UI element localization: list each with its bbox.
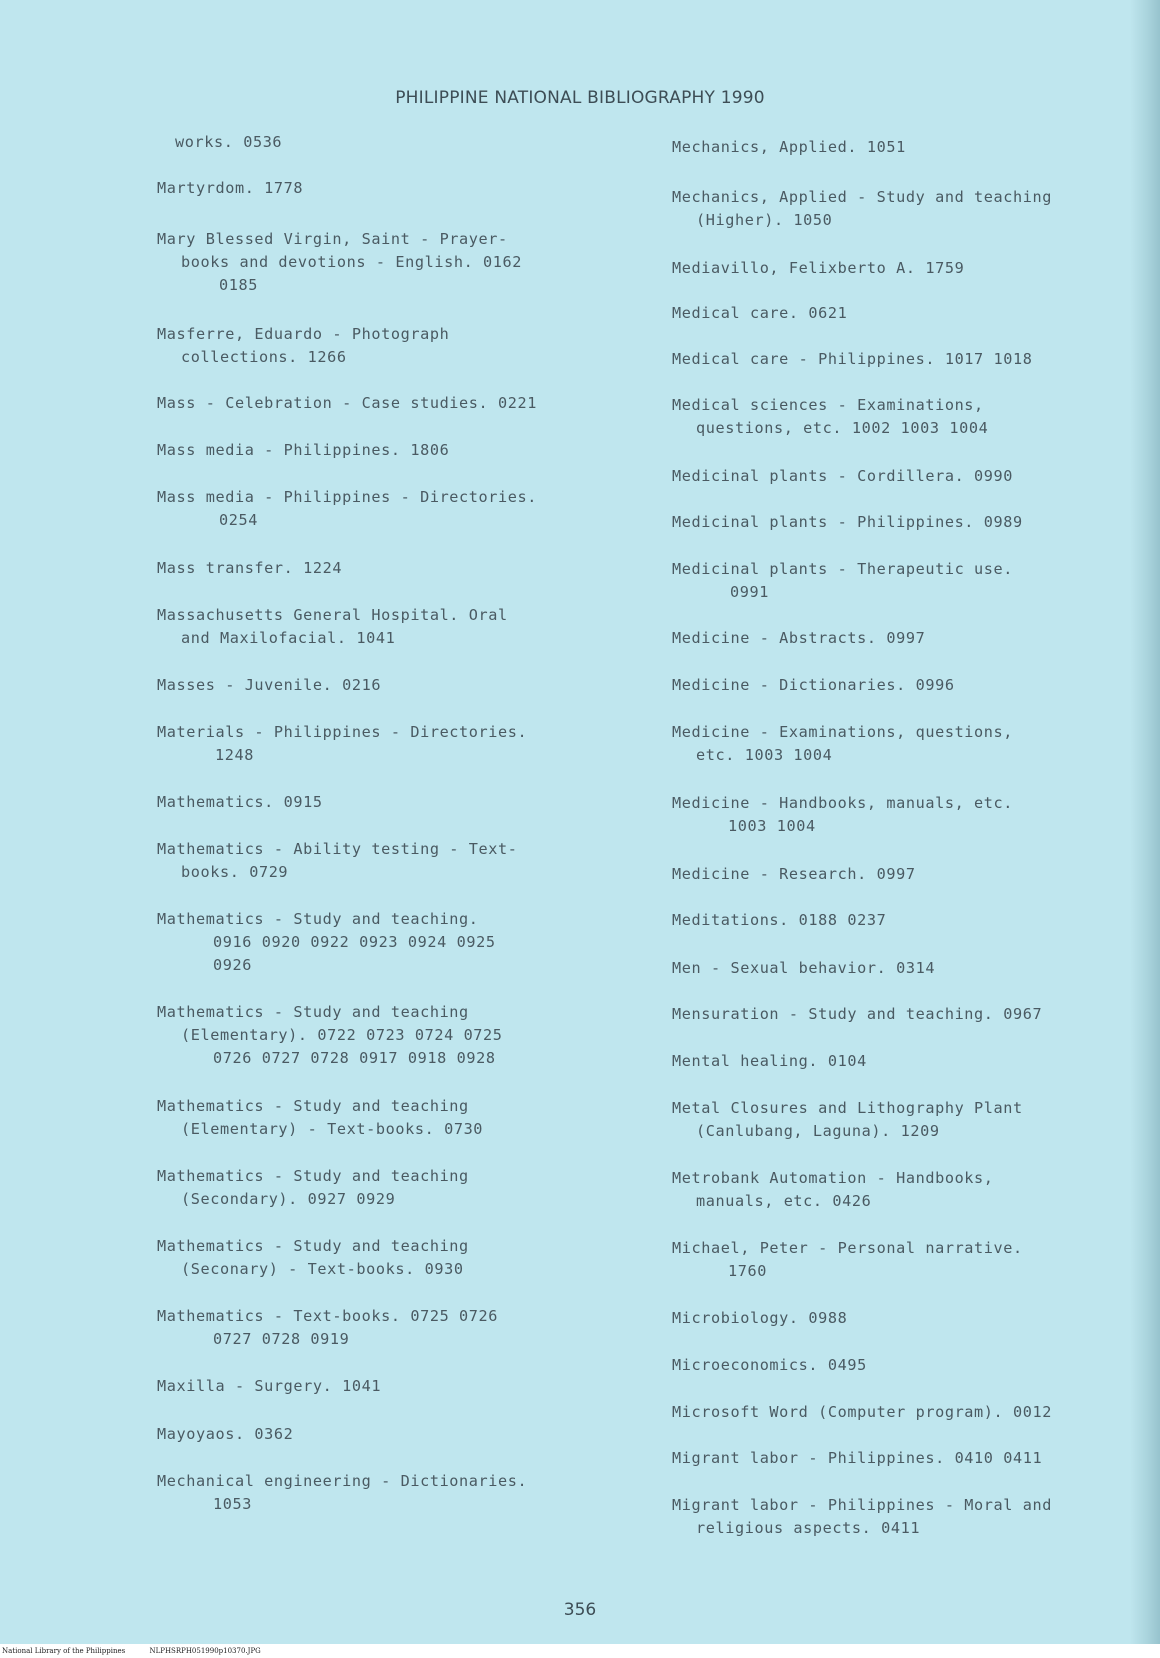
index-entry: Microsoft Word (Computer program). 0012 [672,1403,1053,1421]
index-entry: Medical care - Philippines. 1017 1018 [672,350,1033,368]
index-entry: Medicine - Research. 0997 [672,865,916,883]
page-number: 356 [563,1600,597,1620]
index-entry: Metrobank Automation - Handbooks, manuals, etc. 0426 [672,1169,994,1210]
index-entry: Maxilla - Surgery. 1041 [157,1377,382,1395]
index-entry: Medical sciences - Examinations, questions, etc. 1002 1003 1004 [672,396,989,437]
index-entry: Medicine - Dictionaries. 0996 [672,676,955,694]
index-entry: Mathematics - Study and teaching (Secondary). 0927 0929 [157,1167,469,1208]
index-entry: Mathematics - Study and teaching (Elementary). 0722 0723 0724 0725 0726 0727 0728 0917 0918 0928 [157,1003,503,1067]
index-entry: Mathematics - Ability testing - Text- books. 0729 [157,840,518,881]
index-entry: Meditations. 0188 0237 [672,911,887,929]
page-title: PHILIPPINE NATIONAL BIBLIOGRAPHY 1990 [395,88,765,108]
index-entry: Medicine - Examinations, questions, etc. 1003 1004 [672,723,1014,764]
index-entry: Masses - Juvenile. 0216 [157,676,382,694]
index-entry: Medicine - Handbooks, manuals, etc. 1003 1004 [672,794,1014,835]
index-entry: Microbiology. 0988 [672,1309,848,1327]
index-entry: Mass media - Philippines - Directories. 0254 [157,488,538,529]
scan-footer [0,1644,1160,1658]
index-entry: Michael, Peter - Personal narrative. 1760 [672,1239,1023,1280]
index-entry: Mayoyaos. 0362 [157,1425,294,1443]
index-entry: Mary Blessed Virgin, Saint - Prayer- books and devotions - English. 0162 0185 [157,230,523,294]
index-entry: Massachusetts General Hospital. Oral and Maxilofacial. 1041 [157,606,508,647]
index-entry: Mathematics - Study and teaching (Seconary) - Text-books. 0930 [157,1237,469,1278]
index-entry: Materials - Philippines - Directories. 1248 [157,723,528,764]
index-entry: Mensuration - Study and teaching. 0967 [672,1005,1043,1023]
index-entry: Men - Sexual behavior. 0314 [672,959,936,977]
index-entry: Metal Closures and Lithography Plant (Canlubang, Laguna). 1209 [672,1099,1023,1140]
file-identifier: NLPHSRPH051990p10370.JPG [149,1647,261,1655]
index-entry: Microeconomics. 0495 [672,1356,867,1374]
index-entry: works. 0536 [175,133,283,151]
index-entry: Mathematics - Study and teaching (Elementary) - Text-books. 0730 [157,1097,484,1138]
index-entry: Mathematics. 0915 [157,793,323,811]
index-entry: Mathematics - Text-books. 0725 0726 0727 0728 0919 [157,1307,499,1348]
index-entry: Mass media - Philippines. 1806 [157,441,450,459]
index-entry: Mechanical engineering - Dictionaries. 1053 [157,1472,528,1513]
index-entry: Medicinal plants - Cordillera. 0990 [672,467,1014,485]
index-entry: Migrant labor - Philippines - Moral and religious aspects. 0411 [672,1496,1053,1537]
index-entry: Masferre, Eduardo - Photograph collections. 1266 [157,325,450,366]
index-entry: Mediavillo, Felixberto A. 1759 [672,259,965,277]
index-entry: Mass - Celebration - Case studies. 0221 [157,394,538,412]
index-entry: Martyrdom. 1778 [157,179,304,197]
index-entry: Mechanics, Applied - Study and teaching (Higher). 1050 [672,188,1053,229]
index-entry: Mass transfer. 1224 [157,559,343,577]
index-entry: Medicinal plants - Philippines. 0989 [672,513,1023,531]
index-entry: Mental healing. 0104 [672,1052,867,1070]
index-entry: Migrant labor - Philippines. 0410 0411 [672,1449,1043,1467]
index-entry: Medical care. 0621 [672,304,848,322]
index-entry: Medicine - Abstracts. 0997 [672,629,926,647]
index-entry: Mechanics, Applied. 1051 [672,138,906,156]
library-credit: National Library of the Philippines [2,1647,126,1655]
index-entry: Mathematics - Study and teaching. 0916 0920 0922 0923 0924 0925 0926 [157,910,496,974]
index-entry: Medicinal plants - Therapeutic use. 0991 [672,560,1014,601]
